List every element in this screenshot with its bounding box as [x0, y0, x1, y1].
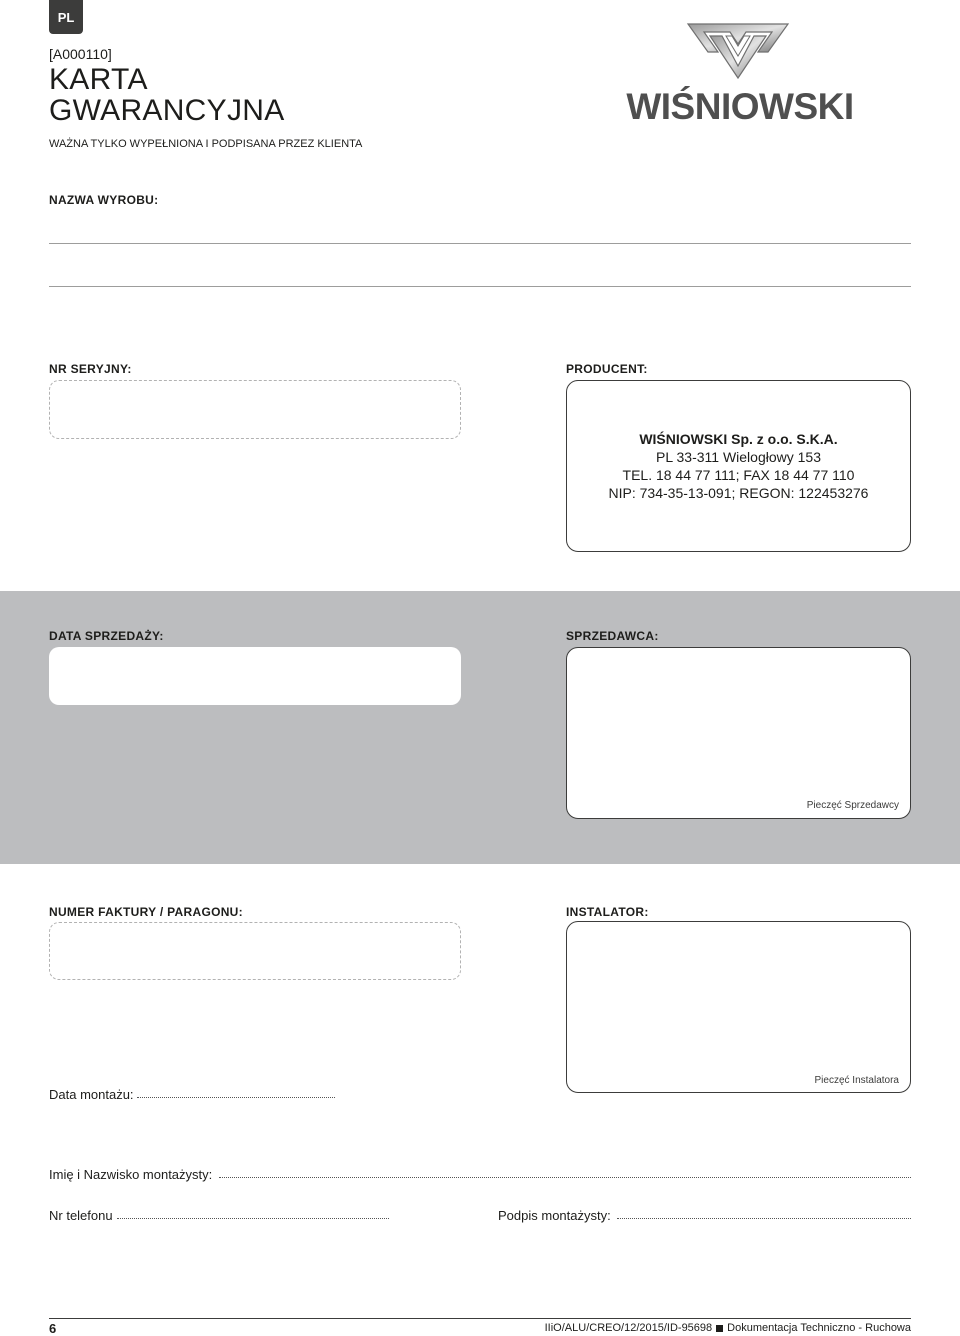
- product-name-line-2[interactable]: [49, 286, 911, 287]
- logo-wordmark: WIŚNIOWSKI: [626, 86, 854, 127]
- footer-divider: [49, 1318, 911, 1319]
- installer-stamp-box[interactable]: [566, 921, 911, 1093]
- title-line-2: GWARANCYJNA: [49, 94, 285, 127]
- footer-doc-title: Dokumentacja Techniczno - Ruchowa: [727, 1322, 911, 1334]
- seller-stamp-box[interactable]: [566, 647, 911, 819]
- installer-name-label: Imię i Nazwisko montażysty:: [49, 1167, 213, 1182]
- producer-label: PRODUCENT:: [566, 362, 648, 376]
- installer-phone-field[interactable]: [117, 1218, 389, 1219]
- serial-number-field[interactable]: [49, 380, 461, 439]
- sale-date-field[interactable]: [49, 647, 461, 705]
- install-date-field[interactable]: [137, 1097, 335, 1098]
- page-number: 6: [49, 1321, 57, 1336]
- seller-label: SPRZEDAWCA:: [566, 629, 659, 643]
- product-name-line-1[interactable]: [49, 243, 911, 244]
- square-bullet-icon: [716, 1325, 723, 1332]
- page-title: [49, 64, 285, 126]
- producer-tax-ids: NIP: 734-35-13-091; REGON: 122453276: [608, 485, 869, 501]
- invoice-number-label: NUMER FAKTURY / PARAGONU:: [49, 905, 243, 919]
- language-badge: PL: [49, 0, 83, 34]
- page-subtitle: WAŻNA TYLKO WYPEŁNIONA I PODPISANA PRZEZ KLIENTA: [49, 138, 363, 150]
- document-code: [A000110]: [49, 46, 112, 62]
- installer-label: INSTALATOR:: [566, 905, 649, 919]
- producer-details: [566, 430, 911, 502]
- installer-name-field[interactable]: [219, 1177, 911, 1178]
- installer-signature-label: Podpis montażysty:: [498, 1208, 611, 1223]
- installer-signature-field[interactable]: [617, 1218, 911, 1219]
- seller-stamp-caption: Pieczęć Sprzedawcy: [806, 800, 899, 811]
- install-date-label: Data montażu:: [49, 1087, 134, 1102]
- producer-company: WIŚNIOWSKI Sp. z o.o. S.K.A.: [639, 431, 838, 447]
- producer-phone: TEL. 18 44 77 111; FAX 18 44 77 110: [622, 467, 855, 483]
- serial-number-label: NR SERYJNY:: [49, 362, 132, 376]
- product-name-label: NAZWA WYROBU:: [49, 193, 159, 207]
- installer-phone-label: Nr telefonu: [49, 1208, 113, 1223]
- footer-doc-id: IIiO/ALU/CREO/12/2015/ID-95698: [544, 1322, 713, 1334]
- sale-date-label: DATA SPRZEDAŻY:: [49, 629, 164, 643]
- footer-info: [545, 1322, 911, 1334]
- title-line-1: KARTA: [49, 63, 148, 96]
- invoice-number-field[interactable]: [49, 922, 461, 980]
- producer-address: PL 33-311 Wielogłowy 153: [656, 449, 821, 465]
- installer-stamp-caption: Pieczęć Instalatora: [814, 1075, 899, 1086]
